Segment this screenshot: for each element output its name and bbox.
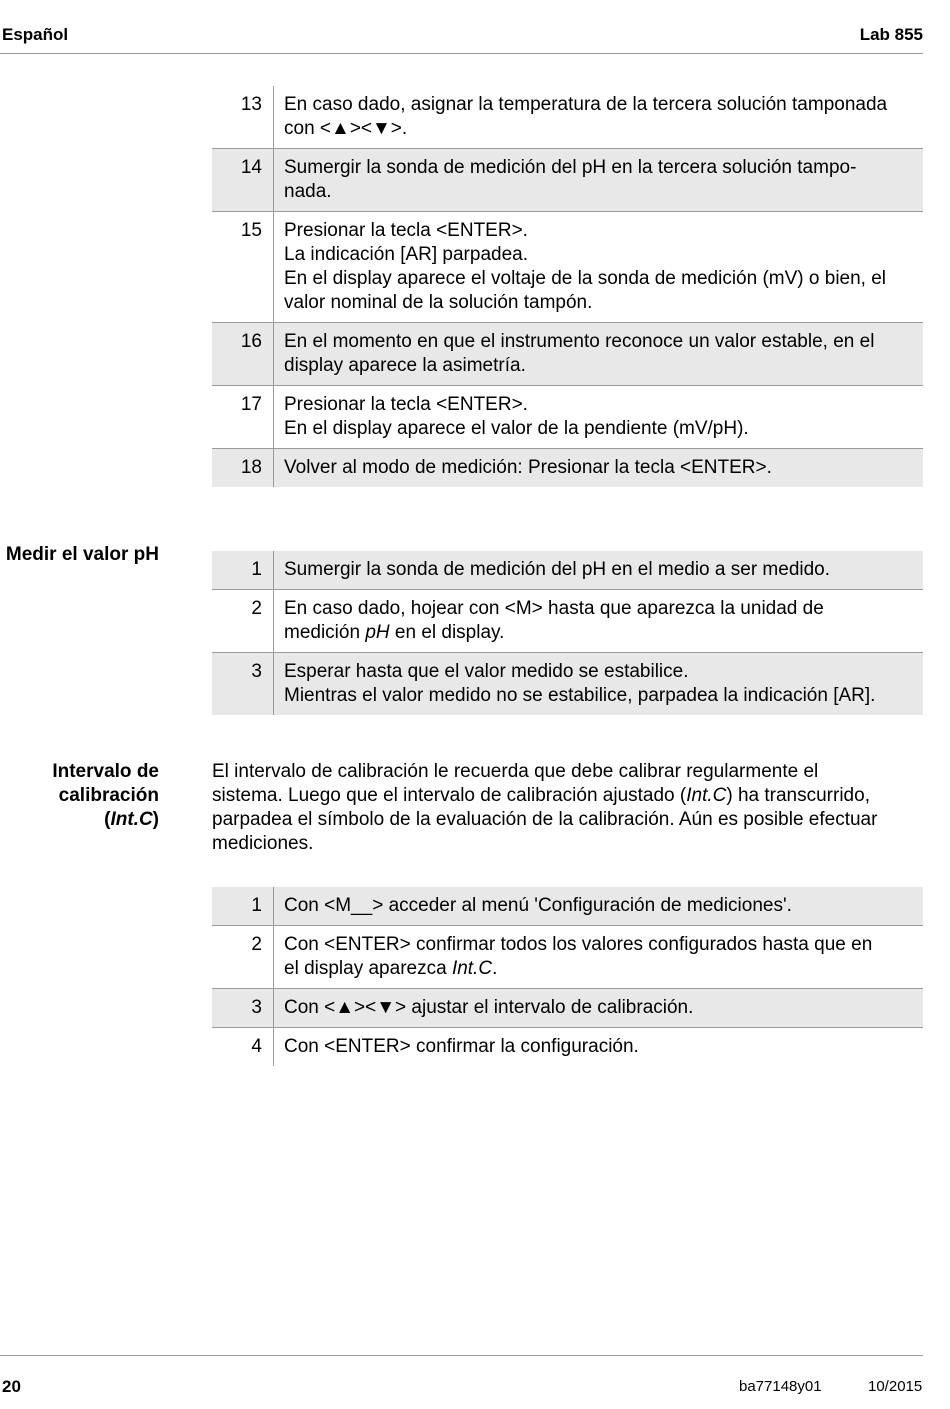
step-number: 15 xyxy=(212,212,274,323)
step-number: 2 xyxy=(212,926,274,989)
step-text: Sumergir la sonda de medición del pH en el medio a ser medido. xyxy=(274,551,924,590)
table-row xyxy=(212,212,923,323)
step-number: 18 xyxy=(212,449,274,488)
table-row xyxy=(212,926,923,989)
section-heading-measure-ph: Medir el valor pH xyxy=(5,544,159,565)
header-product: Lab 855 xyxy=(859,25,923,44)
measure-ph-steps-table xyxy=(212,551,923,715)
table-row xyxy=(212,323,923,386)
table-row xyxy=(212,149,923,212)
step-text: Con <ENTER> confirmar la configuración. xyxy=(274,1028,924,1067)
table-row xyxy=(212,653,923,716)
step-number: 1 xyxy=(212,887,274,926)
page-number: 20 xyxy=(2,1377,21,1396)
table-row xyxy=(212,386,923,449)
step-number: 16 xyxy=(212,323,274,386)
table-row xyxy=(212,887,923,926)
table-row xyxy=(212,590,923,653)
step-number: 14 xyxy=(212,149,274,212)
calibration-steps-table xyxy=(212,86,923,487)
document-date: 10/2015 xyxy=(868,1378,923,1395)
step-number: 4 xyxy=(212,1028,274,1067)
header-rule xyxy=(0,53,923,54)
header-language: Español xyxy=(2,25,69,44)
step-number: 13 xyxy=(212,86,274,149)
table-row xyxy=(212,1028,923,1067)
step-number: 1 xyxy=(212,551,274,590)
step-number: 2 xyxy=(212,590,274,653)
step-text: Esperar hasta que el valor medido se estabilice. Mientras el valor medido no se estabilice, parpadea la indicación [AR]. xyxy=(274,653,924,716)
section-heading-calibration-interval: Intervalo de calibración (Int.C) xyxy=(52,761,159,830)
calibration-interval-steps-table xyxy=(212,887,923,1066)
footer-rule xyxy=(0,1355,923,1356)
step-text: Presionar la tecla <ENTER>. En el display aparece el valor de la pendiente (mV/pH). xyxy=(274,386,924,449)
step-text: En caso dado, hojear con <M> hasta que aparezca la unidad de medición pH en el display. xyxy=(274,590,924,653)
step-text: Volver al modo de medición: Presionar la tecla <ENTER>. xyxy=(274,449,924,488)
step-number: 3 xyxy=(212,989,274,1028)
table-row xyxy=(212,449,923,488)
table-row xyxy=(212,551,923,590)
step-text: Con <ENTER> confirmar todos los valores configurados hasta que en el display aparezca Int.C. xyxy=(274,926,924,989)
step-text: En el momento en que el instrumento reconoce un valor estable, en el display aparece la asimetría. xyxy=(274,323,924,386)
calibration-interval-description: El intervalo de calibración le recuerda que debe calibrar regularmente el sistema. Luego que el intervalo de calibración ajustado (Int.C) ha transcurrido, parpadea el símbolo de la evaluación de la calibración. Aún es posible efectuar mediciones. xyxy=(212,761,878,854)
step-text: Con <▲><▼> ajustar el intervalo de calibración. xyxy=(274,989,924,1028)
step-number: 3 xyxy=(212,653,274,716)
step-text: En caso dado, asignar la temperatura de la tercera solución tamponada con <▲><▼>. xyxy=(284,94,888,139)
step-text: Sumergir la sonda de medición del pH en la tercera solución tampo- nada. xyxy=(274,149,924,212)
table-row xyxy=(212,86,923,149)
table-row xyxy=(212,989,923,1028)
document-id: ba77148y01 xyxy=(739,1378,822,1395)
step-number: 17 xyxy=(212,386,274,449)
step-text: Presionar la tecla <ENTER>. La indicación [AR] parpadea. En el display aparece el voltaje de la sonda de medición (mV) o bien, el valor nominal de la solución tampón. xyxy=(274,212,924,323)
step-text: Con <M__> acceder al menú 'Configuración de mediciones'. xyxy=(274,887,924,926)
